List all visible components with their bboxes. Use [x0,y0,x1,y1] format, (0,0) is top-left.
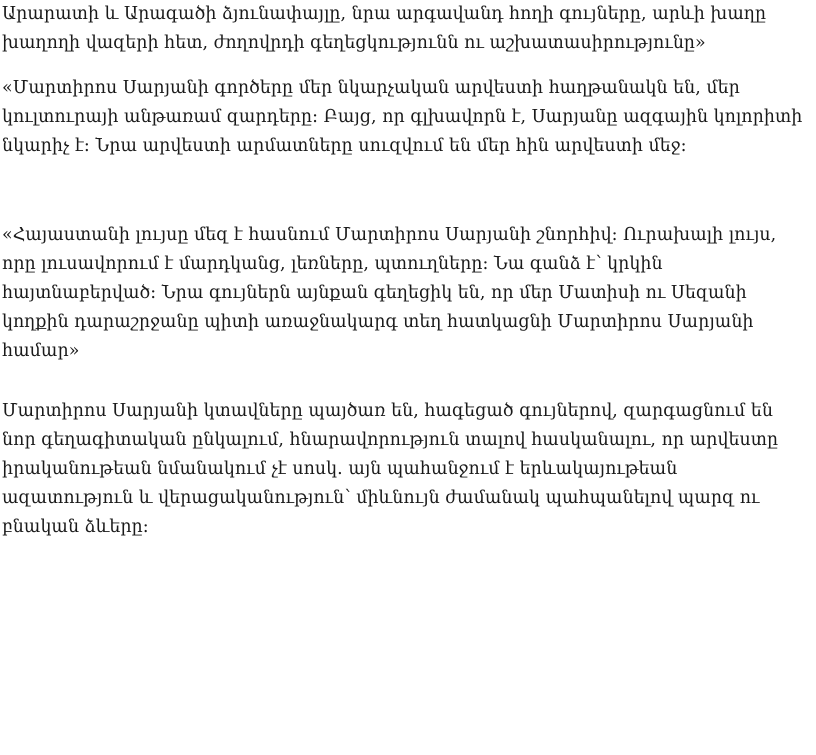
paragraph-3: «Հայաստանի լույսը մեզ է հասնում Մարտիրոս Սարյանի շնորհիվ: Ուրախալի լույս, որը լուսավորում է մարդկանց, լեռները, պտուղները: Նա գանձ է՝ կրկին հայտնաբերված: Նրա գույներն այնքան գեղեցիկ են, որ մեր Մատիսի ու Սեզանի կողքին դարաշրջանը պիտի առաջնակարգ տեղ հատկացնի Մարտիրոս Սարյանի համար» [2,225,777,361]
paragraph-1: Արարատի և Արագածի ձյունափայլը, նրա արգավանդ հողի գույները, արևի խաղը խաղողի վազերի հետ, ժողովրդի գեղեցկությունն ու աշխատասիրությունը» [2,4,767,53]
paragraph-4: Մարտիրոս Սարյանի կտավները պայծառ են, հագեցած գույներով, զարգացնում են նոր գեղագիտական ընկալում, հնարավորություն տալով հասկանալու, որ արվեստը իրականութեան նմանակում չէ սոսկ. այն պահանջում է երևակայութեան ազատություն և վերացականություն՝ միևնույն ժամանակ պահպանելով պարզ ու բնական ձևերը: [2,401,779,537]
paragraph-2: «Մարտիրոս Սարյանի գործերը մեր նկարչական արվեստի հաղթանակն են, մեր կուլտուրայի անթառամ զարդերը։ Բայց, որ գլխավորն է, Սարյանը ազգային կոլորիտի նկարիչ է։ Նրա արվեստի արմատները սուզվում են մեր հին արվեստի մեջ։ [2,78,803,156]
